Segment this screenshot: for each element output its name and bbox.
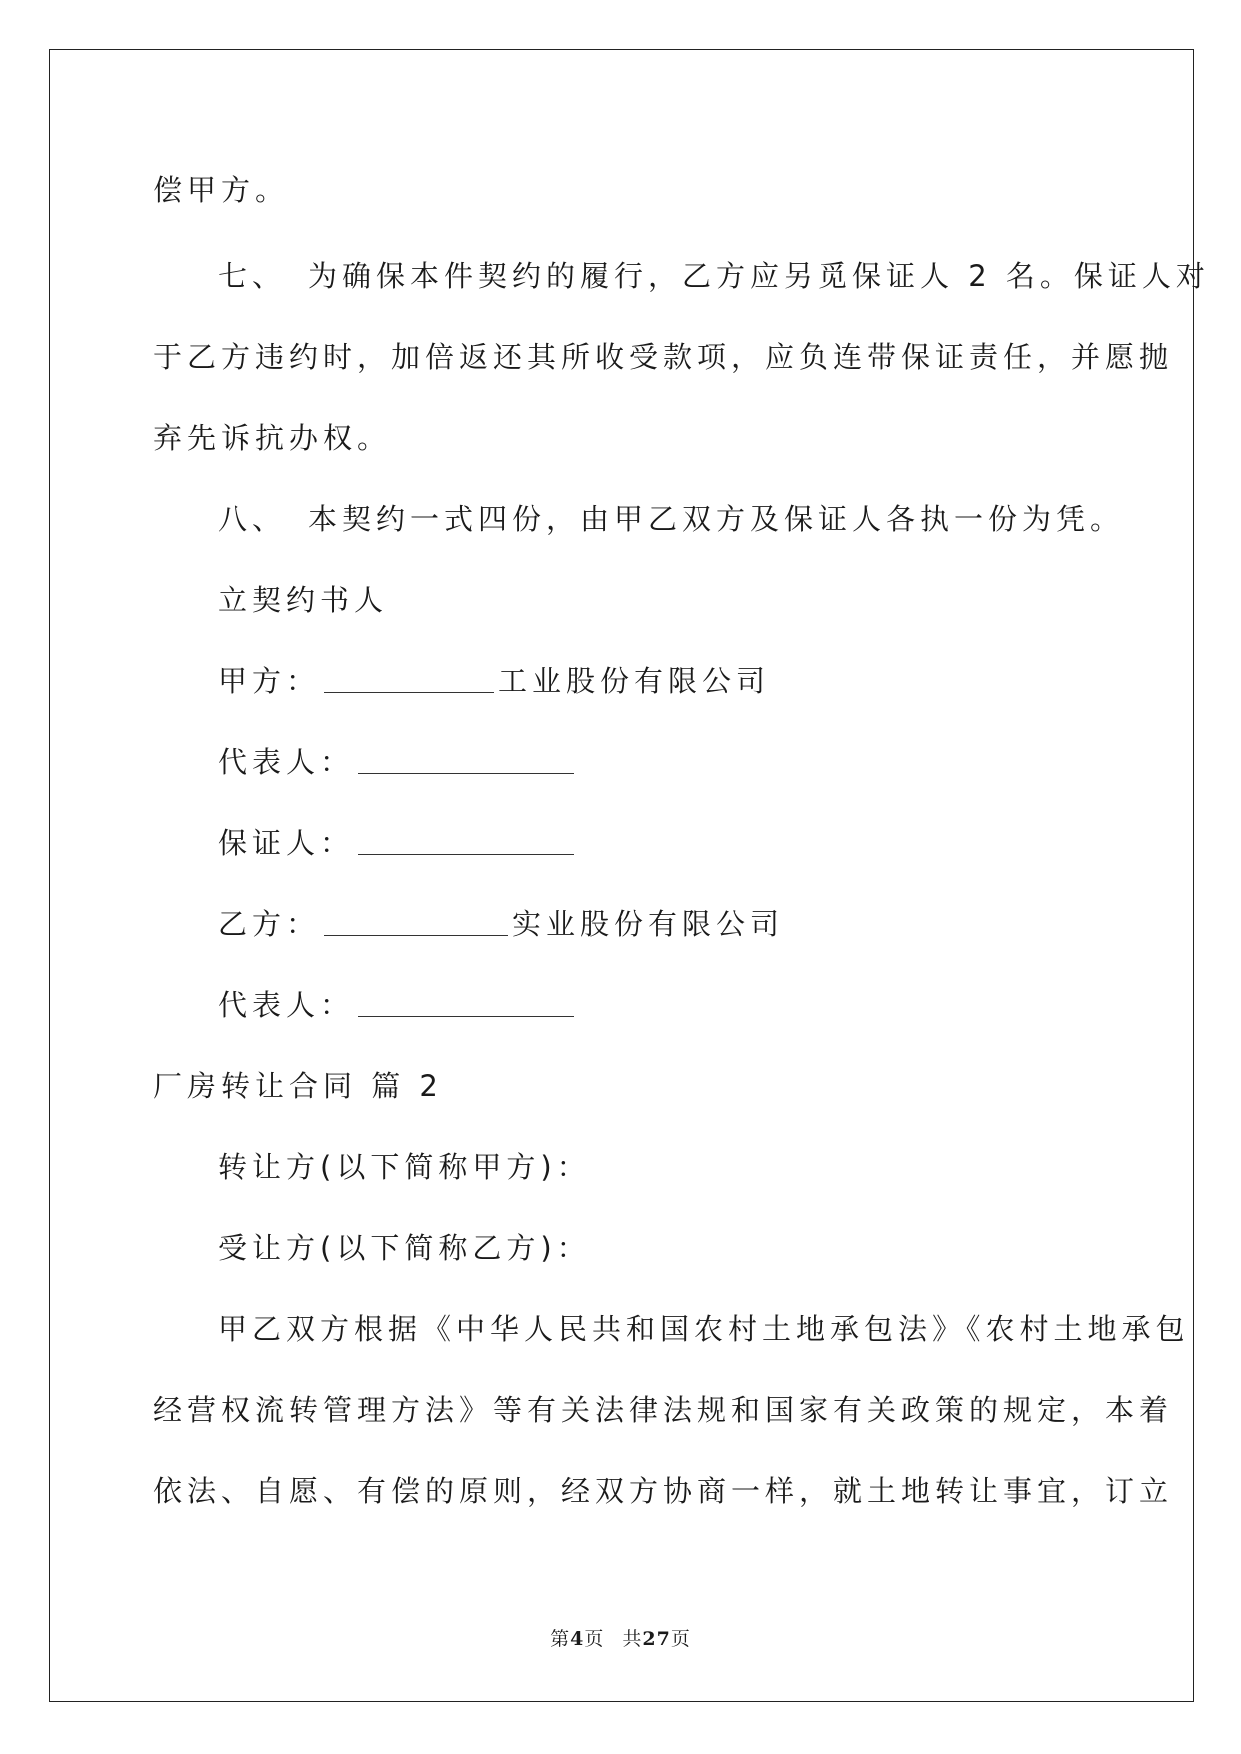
representative-blank [358,749,574,774]
representative-b-line [218,988,578,1022]
party-a-blank [324,668,494,693]
transferee-line: 受让方(以下简称乙方)： [218,1231,591,1265]
paragraph-line: 经营权流转管理方法》等有关法律法规和国家有关政策的规定，本着 [153,1393,1174,1427]
paragraph-line: 依法、自愿、有偿的原则，经双方协商一样，就土地转让事宜，订立 [153,1474,1174,1508]
clause-seven [218,259,1210,293]
paragraph-line: 偿甲方。 [153,173,290,207]
party-b-company: 实业股份有限公司 [512,907,785,941]
clause-number: 七、 [218,259,287,293]
party-b-line [218,907,785,941]
paragraph-line: 于乙方违约时，加倍返还其所收受款项，应负连带保证责任，并愿抛 [153,340,1174,374]
party-a-label: 甲方： [218,664,321,698]
representative-label: 代表人： [218,988,355,1022]
representative-a-line [218,745,578,779]
page-border [49,49,1194,1702]
paragraph-line: 弃先诉抗办权。 [153,421,392,455]
party-a-company: 工业股份有限公司 [498,664,771,698]
party-b-blank [324,911,508,936]
clause-number: 八、 [218,502,287,536]
page-number: 4 [570,1628,585,1650]
transferor-line: 转让方(以下简称甲方)： [218,1150,591,1184]
guarantor-blank [358,830,574,855]
clause-text: 本契约一式四份，由甲乙双方及保证人各执一份为凭。 [308,502,1125,536]
party-a-line [218,664,771,698]
section-heading: 厂房转让合同 篇 2 [153,1069,443,1103]
party-b-label: 乙方： [218,907,321,941]
representative-blank [358,992,574,1017]
guarantor-label: 保证人： [218,826,355,860]
clause-eight [218,502,1125,536]
representative-label: 代表人： [218,745,355,779]
guarantor-line [218,826,578,860]
page-footer: 第4页 共27页 [550,1628,691,1650]
paragraph-line: 甲乙双方根据《中华人民共和国农村土地承包法》《农村土地承包 [218,1312,1190,1346]
clause-text: 为确保本件契约的履行，乙方应另觅保证人 2 名。保证人对 [308,259,1210,293]
signatories-heading: 立契约书人 [218,583,389,617]
total-pages: 27 [642,1628,671,1650]
